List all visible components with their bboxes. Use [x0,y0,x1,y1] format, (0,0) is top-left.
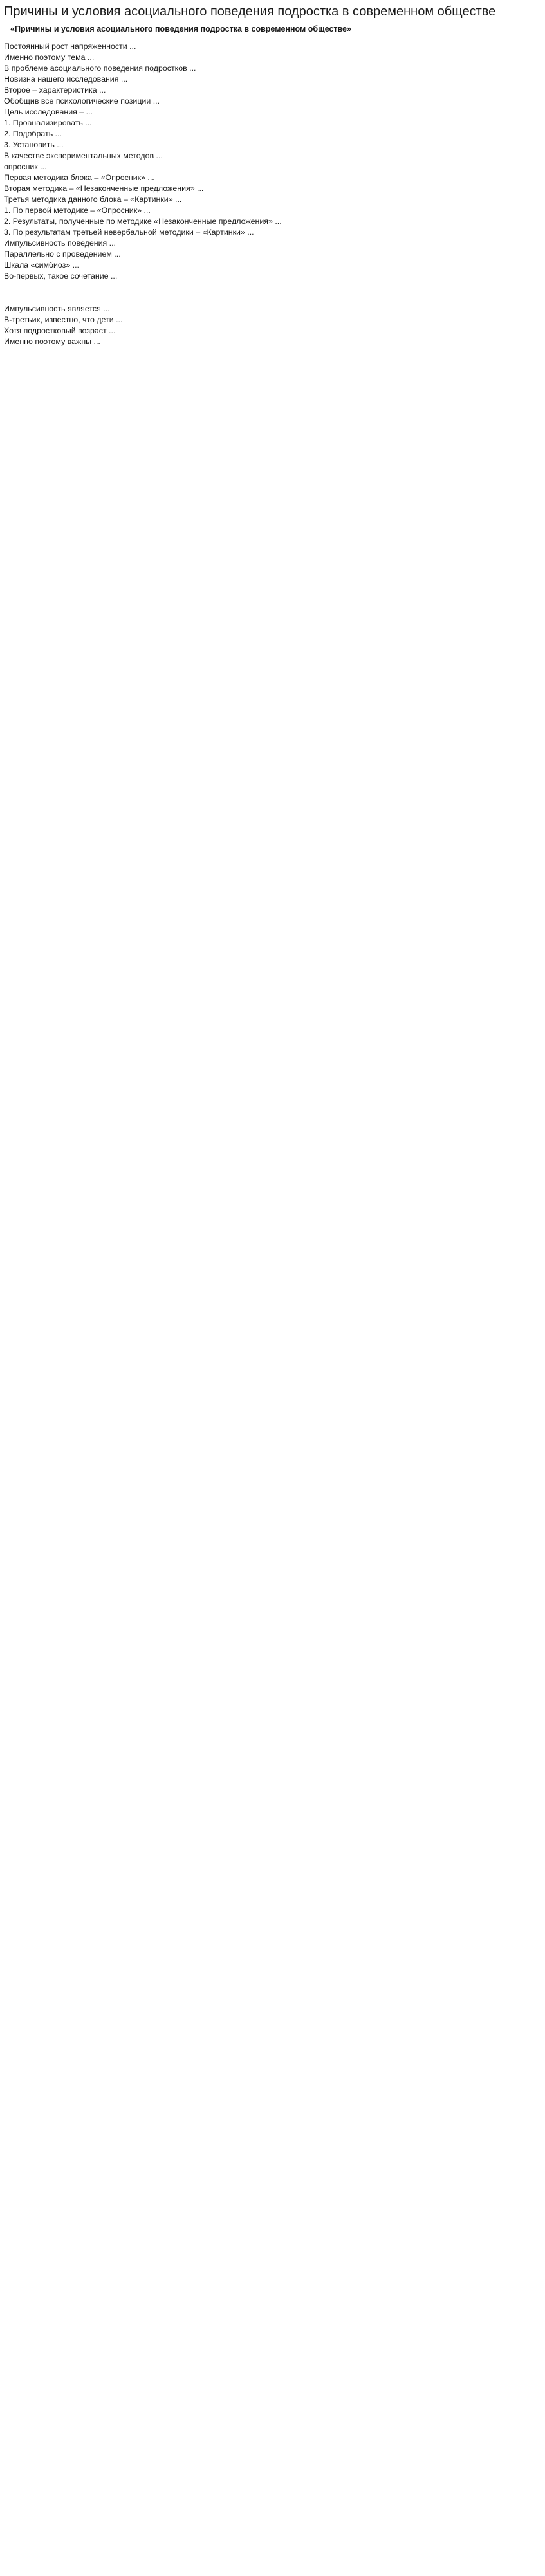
paragraph: Цель исследования – ... [4,107,93,116]
paragraph: 1. Проанализировать ... [4,118,92,127]
paragraph: 2. Подобрать ... [4,129,62,138]
paragraph: Именно поэтому важны ... [4,337,100,346]
article-body [4,41,540,347]
paragraph: Второе – характеристика ... [4,86,106,95]
paragraph: 3. Установить ... [4,140,64,149]
paragraph: Именно поэтому тема ... [4,53,95,62]
paragraph-gap [4,282,540,304]
paragraph: Новизна нашего исследования ... [4,75,128,84]
paragraph: 3. По результатам третьей невербальной методики – «Картинки» ... [4,228,254,237]
paragraph: В-третьих, известно, что дети ... [4,315,123,324]
paragraph: Импульсивность поведения ... [4,239,116,248]
document-page [0,0,545,360]
paragraph: Обобщив все психологические позиции ... [4,96,160,105]
page-subtitle: «Причины и условия асоциального поведения подростка в современном обществе» [10,24,351,33]
paragraph: Импульсивность является ... [4,304,110,313]
paragraph: Параллельно с проведением ... [4,250,121,259]
paragraph: В проблеме асоциального поведения подростков ... [4,64,196,73]
paragraph: Вторая методика – «Незаконченные предложения» ... [4,184,204,193]
paragraph: Хотя подростковый возраст ... [4,326,116,335]
paragraph: 2. Результаты, полученные по методике «Незаконченные предложения» ... [4,217,282,226]
paragraph: Шкала «симбиоз» ... [4,260,80,269]
paragraph: 1. По первой методике – «Опросник» ... [4,206,151,215]
paragraph: Во-первых, такое сочетание ... [4,271,118,280]
paragraph: опросник ... [4,162,47,171]
paragraph: Третья методика данного блока – «Картинки» ... [4,195,182,204]
page-title: Причины и условия асоциального поведения подростка в современном обществе [4,5,496,19]
paragraph: В качестве экспериментальных методов ... [4,151,163,160]
paragraph: Постоянный рост напряженности ... [4,42,136,51]
paragraph: Первая методика блока – «Опросник» ... [4,173,154,182]
